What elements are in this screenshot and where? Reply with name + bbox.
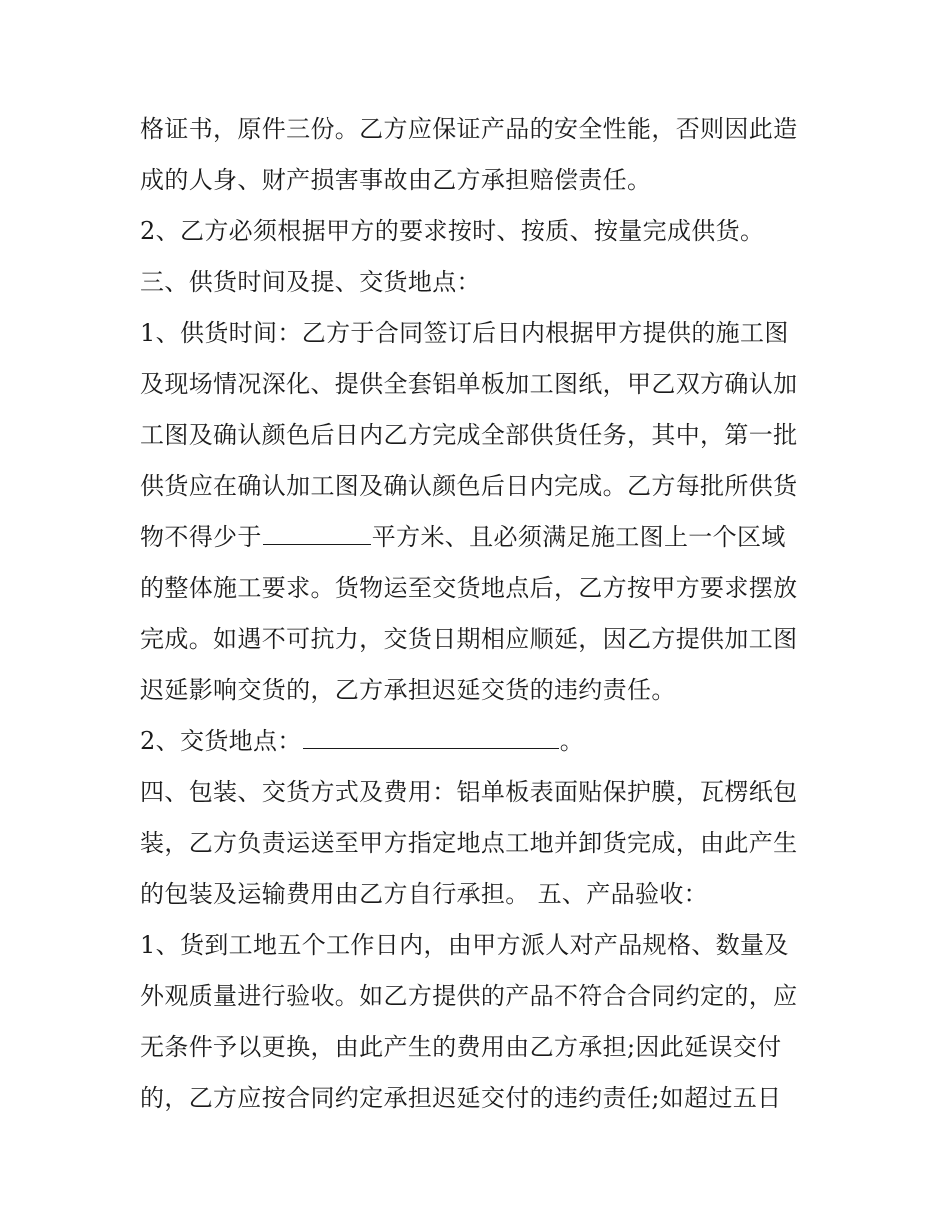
text-line: 装，乙方负责运送至甲方指定地点工地并卸货完成，由此产生 [140, 829, 798, 857]
text-line: 的整体施工要求。货物运至交货地点后，乙方按甲方要求摆放 [140, 574, 798, 602]
text-line: 1、货到工地五个工作日内，由甲方派人对产品规格、数量及 [140, 931, 789, 959]
text-line: 1、供货时间：乙方于合同签订后日内根据甲方提供的施工图 [140, 319, 789, 347]
text-line-with-blank [140, 512, 820, 563]
text-line: 2、乙方必须根据甲方的要求按时、按质、按量完成供货。 [140, 217, 765, 245]
section-heading-delivery: 三、供货时间及提、交货地点： [140, 268, 481, 296]
section-heading-packaging: 四、包装、交货方式及费用：铝单板表面贴保护膜，瓦楞纸包 [140, 778, 798, 806]
text-line: 迟延影响交货的，乙方承担迟延交货的违约责任。 [140, 676, 676, 704]
text-line: 的，乙方应按合同约定承担迟延交付的违约责任;如超过五日 [140, 1084, 782, 1112]
text-line: 成的人身、财产损害事故由乙方承担赔偿责任。 [140, 166, 652, 194]
fill-in-blank-location [303, 726, 559, 749]
text-segment: 物不得少于 [140, 523, 262, 551]
text-line: 及现场情况深化、提供全套铝单板加工图纸，甲乙双方确认加 [140, 370, 798, 398]
contract-text [140, 104, 820, 1124]
text-line: 格证书，原件三份。乙方应保证产品的安全性能，否则因此造 [140, 115, 798, 143]
text-segment: 平方米、且必须满足施工图上一个区域 [371, 523, 786, 551]
text-line: 无条件予以更换，由此产生的费用由乙方承担;因此延误交付 [140, 1033, 782, 1061]
text-line-with-blank [140, 716, 820, 767]
text-line: 工图及确认颜色后日内乙方完成全部供货任务，其中，第一批 [140, 421, 798, 449]
fill-in-blank-area [263, 522, 371, 545]
text-segment: 。 [559, 727, 585, 755]
text-line: 外观质量进行验收。如乙方提供的产品不符合合同约定的，应 [140, 982, 798, 1010]
text-segment: 2、交货地点： [140, 727, 302, 755]
text-line: 的包装及运输费用由乙方自行承担。 五、产品验收： [140, 880, 709, 908]
text-line: 完成。如遇不可抗力，交货日期相应顺延，因乙方提供加工图 [140, 625, 798, 653]
text-line: 供货应在确认加工图及确认颜色后日内完成。乙方每批所供货 [140, 472, 798, 500]
